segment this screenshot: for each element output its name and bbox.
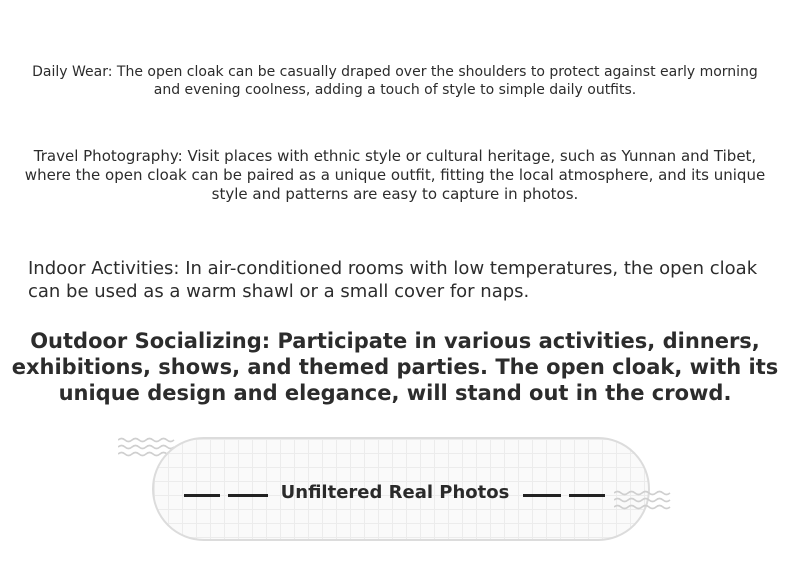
daily-wear-paragraph: Daily Wear: The open cloak can be casually draped over the shoulders to protect against early morning and evening coolness, adding a touch of style to simple daily outfits.: [32, 64, 758, 98]
travel-photography-paragraph: Travel Photography: Visit places with ethnic style or cultural heritage, such as Yunnan and Tibet, where the open cloak can be paired as a unique outfit, fitting the local atmosphere, and its unique style and patterns are easy to capture in photos.: [24, 147, 766, 203]
outdoor-socializing-paragraph: Outdoor Socializing: Participate in various activities, dinners, exhibitions, shows, and themed parties. The open cloak, with its unique design and elegance, will stand out in the crowd.: [11, 329, 779, 405]
banner-label: Unfiltered Real Photos: [280, 482, 510, 503]
indoor-activities-paragraph: Indoor Activities: In air-conditioned rooms with low temperatures, the open cloak can be used as a warm shawl or a small cover for naps.: [28, 258, 758, 302]
